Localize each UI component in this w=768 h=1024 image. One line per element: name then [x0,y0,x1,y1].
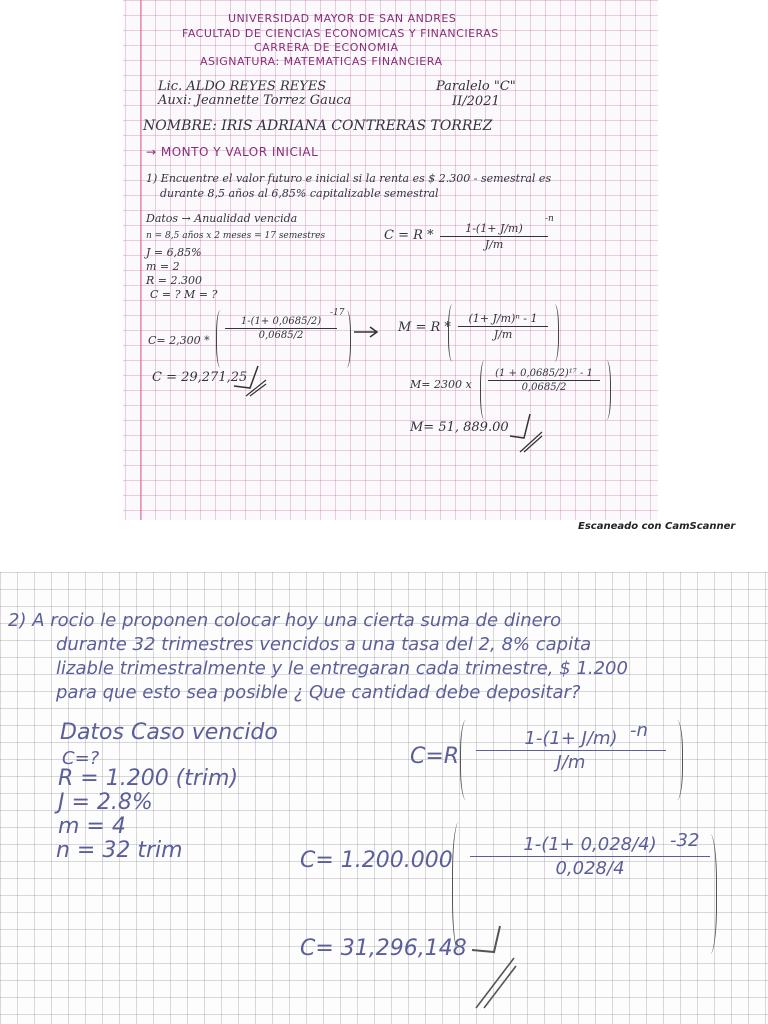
page-left-margin [0,0,123,520]
header-subject: ASIGNATURA: MATEMATICAS FINANCIERA [200,55,443,68]
calc-m-numerator: (1 + 0,0685/2)¹⁷ - 1 [495,368,593,379]
calc-lhs: C= 1.200.000 [300,848,453,873]
problem1-data-r: R = 2.300 [146,274,202,287]
problem2-data-m: m = 4 [58,814,126,839]
problem2-data-r: R = 1.200 (trim) [58,766,239,791]
topic-title: → MONTO Y VALOR INICIAL [146,145,319,159]
problem2-data-c: C=? [62,748,100,769]
problem2-statement-line3: lizable trimestralmente y le entregaran cada trimestre, $ 1.200 [56,658,628,679]
header-career: CARRERA DE ECONOMIA [254,41,399,54]
check-mark-icon [508,412,544,454]
check-mark-icon [470,922,520,1012]
result-m: M= 51, 889.00 [410,420,509,435]
calc-numerator: 1-(1+ 0,028/4) [523,834,657,855]
calc-c-numerator: 1-(1+ 0,0685/2) [240,316,322,327]
calc-c-denominator: 0,0685/2 [258,330,304,341]
right-paren [548,304,559,362]
problem1-data-title: Datos → Anualidad vencida [146,212,298,225]
fraction-bar [458,326,548,327]
notebook-page-2 [0,572,768,1024]
formula-denominator: J/m [556,752,586,773]
problem2-data-n: n = 32 trim [56,838,183,863]
result-c: C = 29,271,25 [152,370,248,385]
problem2-statement-line1: 2) A rocio le proponen colocar hoy una cierta suma de dinero [8,610,562,631]
calc-denominator: 0,028/4 [555,858,625,879]
right-paren [600,360,611,420]
formula-lhs: C=R [410,744,460,769]
formula-m-lhs: M = R * [398,320,451,335]
arrow-icon [352,325,380,339]
right-paren [700,834,717,954]
term-label: II/2021 [452,94,500,109]
formula-c-numerator: 1-(1+ J/m) [465,222,523,235]
parallel-label: Paralelo "C" [436,79,516,94]
formula-m-denominator: J/m [493,328,513,341]
problem1-statement-line1: 1) Encuentre el valor futuro e inicial si la renta es $ 2.300 - semestral es [146,172,552,185]
fraction-bar [488,380,600,381]
result-c: C= 31,296,148 [300,936,467,961]
formula-c-exponent: -n [545,214,554,224]
teacher-name: Lic. ALDO REYES REYES [158,79,327,94]
left-paren [452,822,469,952]
right-paren [668,720,683,800]
calc-exponent: -32 [670,830,700,851]
formula-m-numerator: (1+ J/m)ⁿ - 1 [468,312,538,325]
fraction-bar [470,856,710,857]
right-paren [340,310,351,368]
formula-c-fraction [440,222,548,251]
calc-m-lhs: M= 2300 x [410,378,472,391]
page-right-margin [658,0,768,520]
problem2-data-title: Datos Caso vencido [60,720,278,745]
problem1-data-n: n = 8,5 años x 2 meses = 17 semestres [146,231,326,241]
problem2-data-j: J = 2.8% [58,790,153,815]
calc-c-lhs: C= 2,300 * [148,334,210,347]
margin-line [140,0,142,520]
formula-exponent: -n [630,720,648,741]
formula-m-fraction [458,312,548,341]
formula-numerator: 1-(1+ J/m) [524,728,618,749]
check-mark-icon [232,362,268,398]
problem2-statement-line2: durante 32 trimestres vencidos a una tasa del 2, 8% capita [56,634,592,655]
camscanner-watermark: Escaneado con CamScanner [578,521,736,532]
header-faculty: FACULTAD DE CIENCIAS ECONOMICAS Y FINANCIERAS [182,27,499,40]
fraction-bar [476,750,666,751]
fraction-bar [440,236,548,237]
calc-c-exponent: -17 [330,308,345,318]
formula-c-denominator: J/m [484,238,504,251]
problem2-statement-line4: para que esto sea posible ¿ Que cantidad debe depositar? [56,682,581,703]
assistant-name: Auxi: Jeannette Torrez Gauca [158,93,352,108]
header-university: UNIVERSIDAD MAYOR DE SAN ANDRES [228,12,457,25]
left-paren [460,720,475,800]
calc-c-fraction [225,316,337,341]
formula-c-lhs: C = R * [384,228,434,243]
problem1-data-unknowns: C = ? M = ? [150,288,218,301]
problem1-statement-line2: durante 8,5 años al 6,85% capitalizable semestral [160,187,439,200]
problem1-data-j: J = 6,85% [146,246,202,259]
student-name: NOMBRE: IRIS ADRIANA CONTRERAS TORREZ [143,118,493,134]
calc-m-fraction [488,368,600,393]
fraction-bar [225,328,337,329]
calc-m-denominator: 0,0685/2 [521,382,567,393]
problem1-data-m: m = 2 [146,260,180,273]
